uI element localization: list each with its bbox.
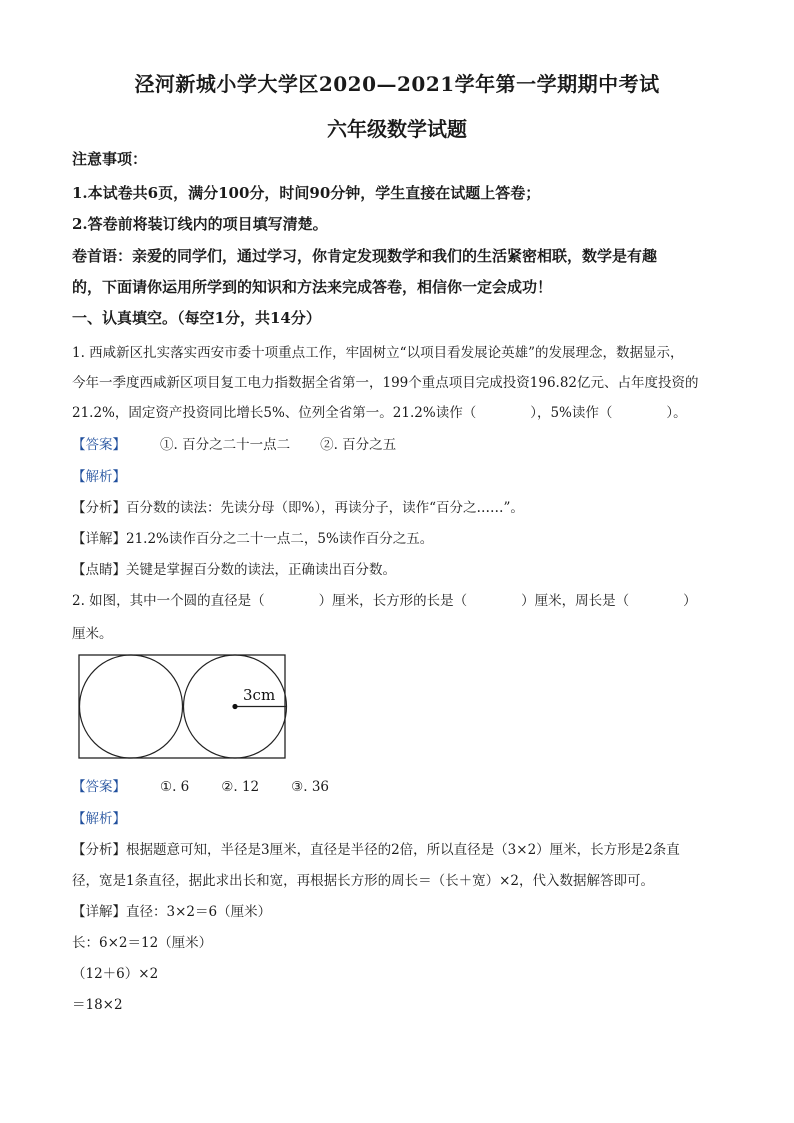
q2-line-1: 2. 如图，其中一个圆的直径是（ ）厘米，长方形的长是（ ）厘米，周长是（ ） — [72, 593, 697, 609]
radius-label: 3cm — [243, 686, 276, 704]
rectangle-two-circles-figure — [78, 654, 290, 760]
xiangjie-tag: 【详解】 — [72, 531, 126, 547]
xiangjie-tag: 【详解】 — [72, 904, 126, 920]
q2-xiangjie-line-2: 长：6×2＝12（厘米） — [72, 935, 213, 951]
q1-line-3: 21.2%，固定资产投资同比增长5%、位列全省第一。21.2%读作（ ），5%读作（ ）。 — [72, 405, 687, 421]
q1-answer-row — [72, 433, 396, 453]
q1-answer-1: ①. 百分之二十一点二 — [160, 437, 291, 453]
q2-analysis-tag — [72, 807, 126, 827]
center-dot — [232, 704, 237, 709]
q1-line-2: 今年一季度西咸新区项目复工电力指数据全省第一，199个重点项目完成投资196.82亿元、占年度投资的 — [72, 375, 699, 391]
dianjing-tag: 【点睛】 — [72, 562, 126, 578]
preface-line-2: 的，下面请你运用所学到的知识和方法来完成答卷，相信你一定会成功！ — [72, 278, 553, 296]
q2-fenxi-line-2: 径，宽是1条直径，据此求出长和宽，再根据长方形的周长＝（长＋宽）×2，代入数据解答即可。 — [72, 873, 654, 889]
notice-heading: 注意事项： — [72, 150, 148, 168]
left-circle — [80, 655, 183, 758]
section-heading: 一、认真填空。（每空1分，共14分） — [72, 309, 321, 327]
exam-subtitle: 六年级数学试题 — [327, 117, 467, 141]
q1-answer-2: ②. 百分之五 — [320, 437, 397, 453]
exam-title: 泾河新城小学大学区2020—2021学年第一学期期中考试 — [134, 72, 660, 96]
q2-fenxi-line-1 — [72, 838, 680, 858]
analysis-tag: 【解析】 — [72, 469, 126, 485]
q1-line-1: 1. 西咸新区扎实落实西安市委十项重点工作，牢固树立“以项目看发展论英雄”的发展理念，数据显示， — [72, 345, 684, 361]
answer-tag: 【答案】 — [72, 437, 126, 453]
analysis-tag: 【解析】 — [72, 811, 126, 827]
fenxi-tag: 【分析】 — [72, 842, 126, 858]
q1-dianjing — [72, 558, 396, 578]
q1-analysis-tag — [72, 465, 126, 485]
q2-answer-3: ③. 36 — [291, 779, 330, 795]
q1-fenxi-text: 百分数的读法：先读分母（即%），再读分子，读作“百分之……”。 — [126, 500, 524, 516]
q1-xiangjie-text: 21.2%读作百分之二十一点二，5%读作百分之五。 — [126, 531, 434, 547]
q2-answer-2: ②. 12 — [221, 779, 260, 795]
notice-item-1: 1.本试卷共6页，满分100分，时间90分钟，学生直接在试题上答卷； — [72, 184, 541, 202]
q2-xiangjie-line-1 — [72, 900, 271, 920]
q2-xiangjie-line-3: （12＋6）×2 — [72, 966, 159, 982]
q2-line-2: 厘米。 — [72, 626, 113, 642]
q1-dianjing-text: 关键是掌握百分数的读法，正确读出百分数。 — [126, 562, 396, 578]
q2-answer-1: ①. 6 — [160, 779, 190, 795]
q2-answer-row — [72, 775, 329, 795]
notice-item-2: 2.答卷前将装订线内的项目填写清楚。 — [72, 215, 328, 233]
q2-xiangjie-text-1: 直径：3×2＝6（厘米） — [126, 904, 272, 920]
q1-fenxi — [72, 496, 524, 516]
fenxi-tag: 【分析】 — [72, 500, 126, 516]
q2-xiangjie-line-4: ＝18×2 — [72, 997, 123, 1013]
preface-line-1: 卷首语：亲爱的同学们，通过学习，你肯定发现数学和我们的生活紧密相联，数学是有趣 — [72, 247, 658, 265]
answer-tag: 【答案】 — [72, 779, 126, 795]
q2-fenxi-text-1: 根据题意可知，半径是3厘米，直径是半径的2倍，所以直径是（3×2）厘米，长方形是2条直 — [126, 842, 680, 858]
q1-xiangjie — [72, 527, 433, 547]
